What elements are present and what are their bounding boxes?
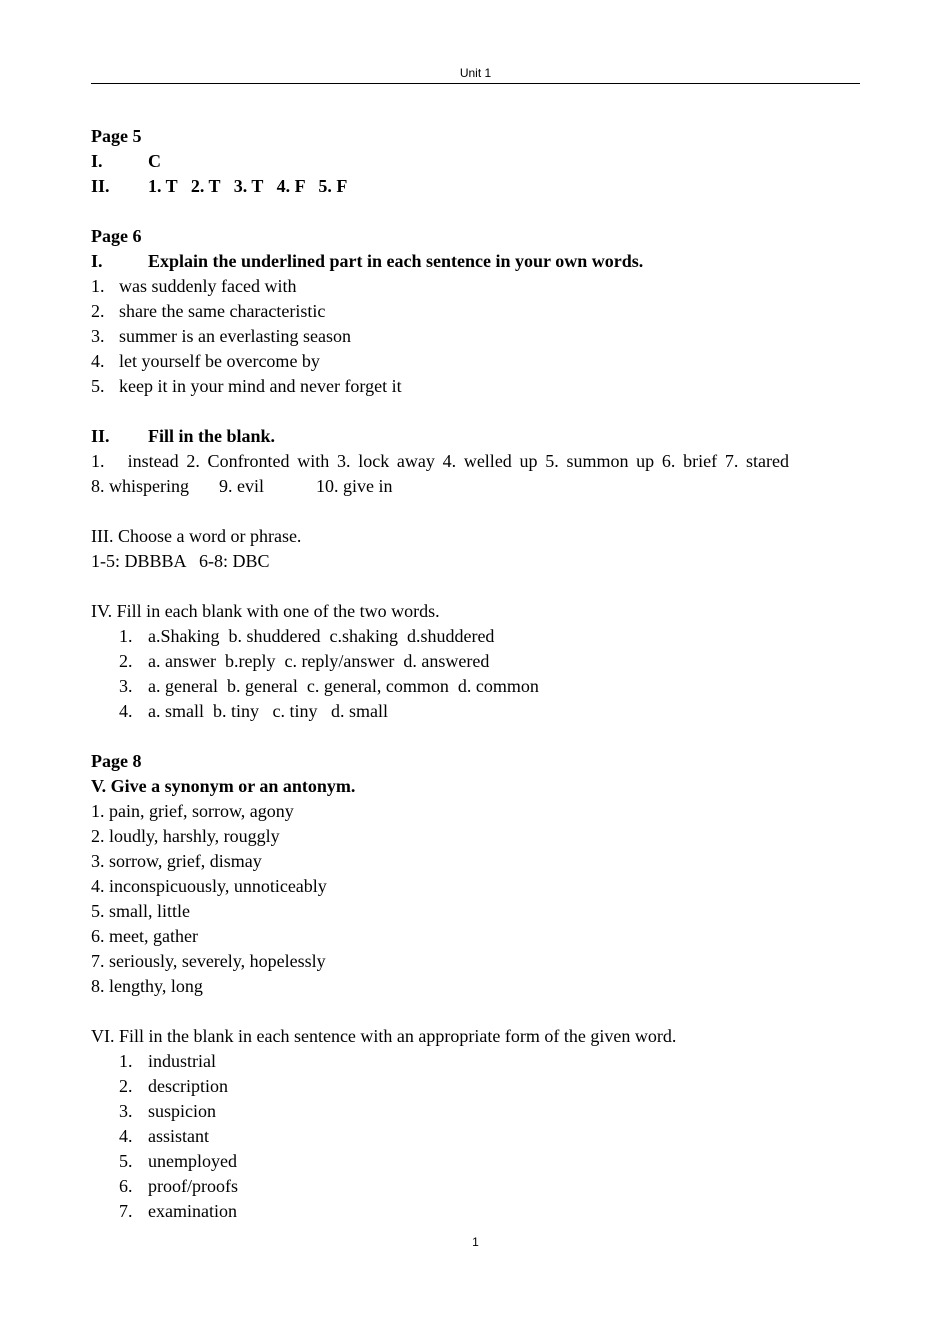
list-item <box>119 1049 860 1074</box>
item-text: proof/proofs <box>148 1176 238 1196</box>
answer-item: 7. <box>724 451 739 471</box>
item-number: 4. <box>119 1126 133 1146</box>
list-item <box>119 1099 860 1124</box>
answer-text: 1. T 2. T 3. T 4. F 5. F <box>148 176 348 196</box>
section-i-list <box>91 274 860 399</box>
section-vi-heading: VI. Fill in the blank in each sentence with an appropriate form of the given word. <box>91 1026 677 1046</box>
answer-item: 4. welled up <box>442 451 538 471</box>
answer-text: C <box>148 151 161 171</box>
item-number: 2. <box>119 651 133 671</box>
item-text: share the same characteristic <box>119 301 326 321</box>
section-title: Explain the underlined part in each sentence in your own words. <box>148 251 644 271</box>
answer-item: 10. give in <box>316 476 393 496</box>
document-body <box>91 124 860 1224</box>
item-text: keep it in your mind and never forget it <box>119 376 402 396</box>
answer-item: 6. brief <box>661 451 718 471</box>
list-item <box>119 1074 860 1099</box>
roman-numeral: II. <box>91 426 110 446</box>
list-item: 4. inconspicuously, unnoticeably <box>91 876 327 896</box>
list-item <box>119 649 860 674</box>
item-number: 5. <box>91 376 105 396</box>
item-number: 4. <box>119 701 133 721</box>
item-text: assistant <box>148 1126 209 1146</box>
page-8-heading: Page 8 <box>91 751 142 771</box>
item-text: a.Shaking b. shuddered c.shaking d.shuddered <box>148 626 495 646</box>
page-header: Unit 1 <box>459 66 492 80</box>
item-text: examination <box>148 1201 237 1221</box>
list-item <box>119 699 860 724</box>
list-item: 2. loudly, harshly, rouggly <box>91 826 280 846</box>
section-ii-answers <box>91 449 860 499</box>
answer-item: 9. evil <box>219 476 264 496</box>
list-item <box>91 324 860 349</box>
answer-item: 3. lock away <box>336 451 435 471</box>
list-item <box>119 624 860 649</box>
answer-item: 1. instead <box>91 451 179 471</box>
list-item <box>119 1199 860 1224</box>
item-text: a. small b. tiny c. tiny d. small <box>148 701 388 721</box>
header-rule <box>91 83 860 84</box>
page5-answer-ii <box>91 174 860 199</box>
section-iii-heading: III. Choose a word or phrase. <box>91 526 302 546</box>
item-text: summer is an everlasting season <box>119 326 351 346</box>
item-text: description <box>148 1076 228 1096</box>
section-iv-heading: IV. Fill in each blank with one of the two words. <box>91 601 440 621</box>
answer-item: stared <box>746 451 790 471</box>
item-number: 7. <box>119 1201 133 1221</box>
page-number: 1 <box>472 1235 479 1249</box>
item-number: 1. <box>91 276 105 296</box>
answer-item: 2. Confronted with <box>186 451 330 471</box>
list-item <box>91 299 860 324</box>
item-text: suspicion <box>148 1101 217 1121</box>
list-item <box>91 374 860 399</box>
answer-item: 5. summon up <box>545 451 655 471</box>
answer-item: 8. whispering <box>91 476 189 496</box>
list-item: 6. meet, gather <box>91 926 198 946</box>
item-number: 2. <box>91 301 105 321</box>
section-iii-answer: 1-5: DBBBA 6-8: DBC <box>91 551 270 571</box>
item-number: 5. <box>119 1151 133 1171</box>
item-number: 1. <box>119 626 133 646</box>
item-number: 6. <box>119 1176 133 1196</box>
list-item <box>119 1149 860 1174</box>
list-item <box>119 1124 860 1149</box>
section-iv-list <box>91 624 860 724</box>
list-item <box>91 274 860 299</box>
section-v-list <box>91 799 860 999</box>
item-number: 3. <box>119 1101 133 1121</box>
page-5-heading: Page 5 <box>91 126 142 146</box>
item-text: industrial <box>148 1051 216 1071</box>
roman-numeral: I. <box>91 251 103 271</box>
item-text: a. answer b.reply c. reply/answer d. answered <box>148 651 490 671</box>
item-number: 1. <box>119 1051 133 1071</box>
item-text: let yourself be overcome by <box>119 351 320 371</box>
list-item <box>119 674 860 699</box>
list-item: 3. sorrow, grief, dismay <box>91 851 262 871</box>
roman-numeral: I. <box>91 151 103 171</box>
item-number: 2. <box>119 1076 133 1096</box>
list-item: 5. small, little <box>91 901 190 921</box>
item-number: 3. <box>119 676 133 696</box>
item-text: was suddenly faced with <box>119 276 297 296</box>
list-item: 1. pain, grief, sorrow, agony <box>91 801 294 821</box>
list-item <box>91 349 860 374</box>
list-item: 8. lengthy, long <box>91 976 203 996</box>
list-item: 7. seriously, severely, hopelessly <box>91 951 326 971</box>
item-text: unemployed <box>148 1151 237 1171</box>
section-v-heading: V. Give a synonym or an antonym. <box>91 776 356 796</box>
section-vi-list <box>91 1049 860 1224</box>
page5-answer-i <box>91 149 860 174</box>
section-ii-heading <box>91 424 860 449</box>
list-item <box>119 1174 860 1199</box>
section-title: Fill in the blank. <box>148 426 276 446</box>
item-number: 3. <box>91 326 105 346</box>
item-text: a. general b. general c. general, common d. common <box>148 676 539 696</box>
item-number: 4. <box>91 351 105 371</box>
section-i-heading <box>91 249 860 274</box>
roman-numeral: II. <box>91 176 110 196</box>
page-6-heading: Page 6 <box>91 226 142 246</box>
